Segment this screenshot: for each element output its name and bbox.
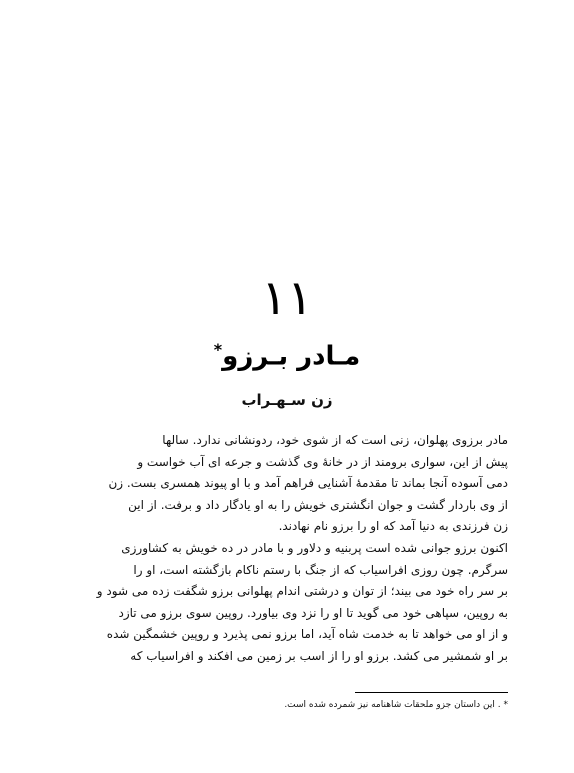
body-text <box>66 430 508 668</box>
chapter-title-text: مـادر بـرزو <box>222 341 361 372</box>
footnote-marker: * <box>503 700 508 710</box>
text-line: پیش از این، سواری برومند از در خانهٔ وی گذشت و جرعه ای آب خواست و <box>137 454 508 469</box>
text-line: از وی باردار گشت و جوان انگشتری خویش را به او یادگار داد و برفت. از این <box>128 497 508 512</box>
text-line: سرگرم. چون روزی افراسیاب که از جنگ با رستم ناکام بازگشته است، او را <box>133 562 508 577</box>
text-line: بر او شمشیر می کشد. برزو او را از اسب بر زمین می افکند و افراسیاب که <box>130 648 508 663</box>
text-line: بر سر راه خود می بیند؛ از توان و درشتی اندام پهلوانی برزو شگفت زده می شود و <box>96 584 508 599</box>
chapter-number: ۱۱ <box>261 270 313 326</box>
footnote-divider <box>355 692 508 693</box>
footnote-text: . این داستان جزو ملحقات شاهنامه نیز شمرده شده است. <box>284 700 501 710</box>
footnote <box>66 698 508 712</box>
text-line: و از او می خواهد تا به خدمت شاه آید، اما برزو نمی پذیرد و روپین خشمگین شده <box>106 627 508 642</box>
text-line: مادر برزوی پهلوان، زنی است که از شوی خود، ردونشانی ندارد. سالها <box>162 433 508 447</box>
text-line: اکنون برزو جوانی شده است پربنیه و دلاور و با مادر در ده خویش به کشاورزی <box>121 540 508 555</box>
chapter-title <box>0 333 574 374</box>
text-line: دمی آسوده آنجا بماند تا مقدمهٔ آشنایی فراهم آمد و با او پیوند همسری بست. زن <box>108 476 508 491</box>
paragraph-2 <box>66 538 508 668</box>
chapter-subtitle: زن سـهـراب <box>241 391 333 409</box>
footnote-marker: * <box>213 340 223 359</box>
text-line: زن فرزندی به دنیا آمد که او را برزو نام نهادند. <box>278 519 508 534</box>
paragraph-1 <box>66 430 508 538</box>
text-line: به روپین، سپاهی خود می گوید تا او را نزد وی بیاورد. روپین سوی برزو می تازد <box>118 605 508 620</box>
